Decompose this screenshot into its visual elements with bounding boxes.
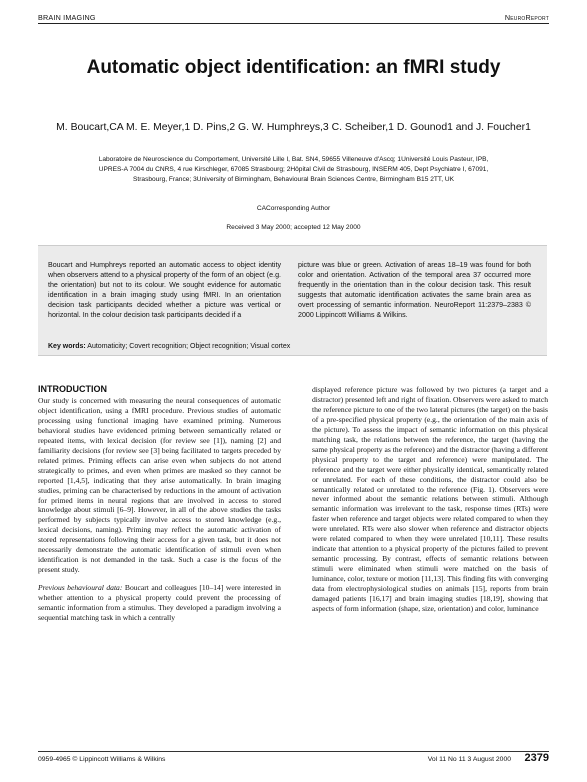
footer-volume-info: Vol 11 No 11 3 August 2000: [427, 756, 511, 763]
body-column-2: [312, 385, 548, 614]
corresponding-author-note: CACorresponding Author: [256, 205, 331, 212]
author-list: M. Boucart,CA M. E. Meyer,1 D. Pins,2 G. W. Humphreys,3 C. Scheiber,1 D. Gounod1 and J. Foucher1: [56, 122, 531, 133]
keywords-list: Automaticity; Covert recognition; Object recognition; Visual cortex: [87, 343, 291, 350]
abstract-column-2: picture was blue or green. Activation of areas 18–19 was found for both color and orientation. Activation of the temporal area 37 occurred more frequently in the orientation than in the colour decision task. This result suggests that automatic identification activates the same brain area as overt processing of semantic information. NeuroReport 11:2379–2383 © 2000 Lippincott Williams & Wilkins.: [298, 261, 531, 320]
footer-divider: [38, 751, 549, 752]
received-dates: Received 3 May 2000; accepted 12 May 2000: [226, 224, 361, 231]
article-title: Automatic object identification: an fMRI study: [86, 57, 501, 78]
keywords: [48, 343, 290, 350]
keywords-label: Key words:: [48, 343, 86, 350]
section-heading-introduction: INTRODUCTION: [38, 384, 107, 394]
paragraph-2-text: Boucart and colleagues [10–14] were interested in whether attention to a physical property could prevent the processing of semantic information from a stimulus. They developed a paradigm involving a sequential matching task in which a centrally: [38, 583, 281, 623]
footer-copyright: 0959-4965 © Lippincott Williams & Wilkins: [38, 756, 166, 763]
intro-paragraph-1: Our study is concerned with measuring the neural consequences of automatic object identification, using a fMRI procedure. Previous studies of automatic processing using functional imaging have examined priming. Numerous behavioral studies have evidenced priming between semantically related or repeated items, with lexical decision (for review see [1]), naming [2] and familiarity decisions (for review see [3] being facilitated to targets preceded by related primes. Priming effects can arise even when subjects do not attend strategically to primes, and even when primes are masked so they cannot be reported [1,4,5], indicating that they arise automatically. In brain imaging studies, priming can be characterised by reductions in the amount of activation for primed items in neural regions that are involved in access to stored knowledge about stimuli [6–9]. However, in all of the above studies the tasks performed by subjects typically involve access to stored knowledge (e.g., lexical decisions, naming). Priming may reflect the automatic activation of stored representations following their access for a given task, but it does not necessarily demonstrate the automatic identification of stimuli even when identification is not demanded in the task. Such a case is the focus of the present study.: [38, 396, 281, 575]
running-head-section: BRAIN IMAGING: [38, 13, 96, 22]
affiliations: Laboratoire de Neuroscience du Comportement, Université Lille I, Bat. SN4, 59655 Villeneuve d'Ascq; 1Université Louis Pasteur, IPB, UPRES-A 7004 du CNRS, 4 rue Kirschleger, 67085 Strasbourg; 2Hôpital Civil de Strasbourg, INSERM 405, Dept Psychiatre I, 67091, Strasbourg, France; 3University of Birmingham, Behavioural Brain Sciences Centre, Birmingham B15 2TT, UK: [98, 156, 489, 184]
column-2-paragraph: displayed reference picture was followed by two pictures (a target and a distractor) presented left and right of fixation. Observers were asked to match the reference picture to one of the two lateral pictures (the target) on the basis of a pre-specified physical property (e.g., the orientation of the main axis of the picture). To assess the impact of semantic information on this physical matching task, the relations between the reference, the target (having the same physical property as the reference) and the distractor (having a different physical property to the target and reference) were manipulated. The reference and the target were either physically identical, semantically related or unrelated. For each of these conditions, the distractor could also be semantically related or unrelated to the reference (Fig. 1). Observers were never informed about the semantic relations between stimuli. Although semantic information was irrelevant to the task, response times (RTs) were faster when reference and target objects were related compared to when they were unrelated. RTs were also slower when reference and distractor objects were related compared to when they were unrelated [10,11]. These results indicate that attention to a physical property of the pictures failed to prevent semantic processing. By contrast, effects of semantic relations between stimuli were eliminated when stimuli were matched on the basis of luminance, color, texture or motion [11,13]. This finding fits with converging data from electrophysiological studies on animals [15], reports from brain damaged patients [16,17] and brain imaging studies [18,19], showing that aspects of form information (shape, size, orientation) and color, luminance: [312, 385, 548, 613]
body-column-1: [38, 396, 281, 623]
abstract-column-1: Boucart and Humphreys reported an automatic access to object identity when observers attend to a physical property of the form of an object (e.g. the orientation) but not to its colour. We sought evidence for automatic identification in a brain imaging study using fMRI. In an orientation decision task participants decided whether a picture was vertical or horizontal. In the colour decision task participants decided if a: [48, 261, 281, 320]
paragraph-lead-in: Previous behavioural data:: [38, 583, 123, 593]
running-head-journal: NeuroReport: [504, 13, 549, 22]
header-divider: [38, 23, 549, 24]
intro-paragraph-2: [38, 583, 281, 623]
page-number: 2379: [524, 752, 549, 764]
